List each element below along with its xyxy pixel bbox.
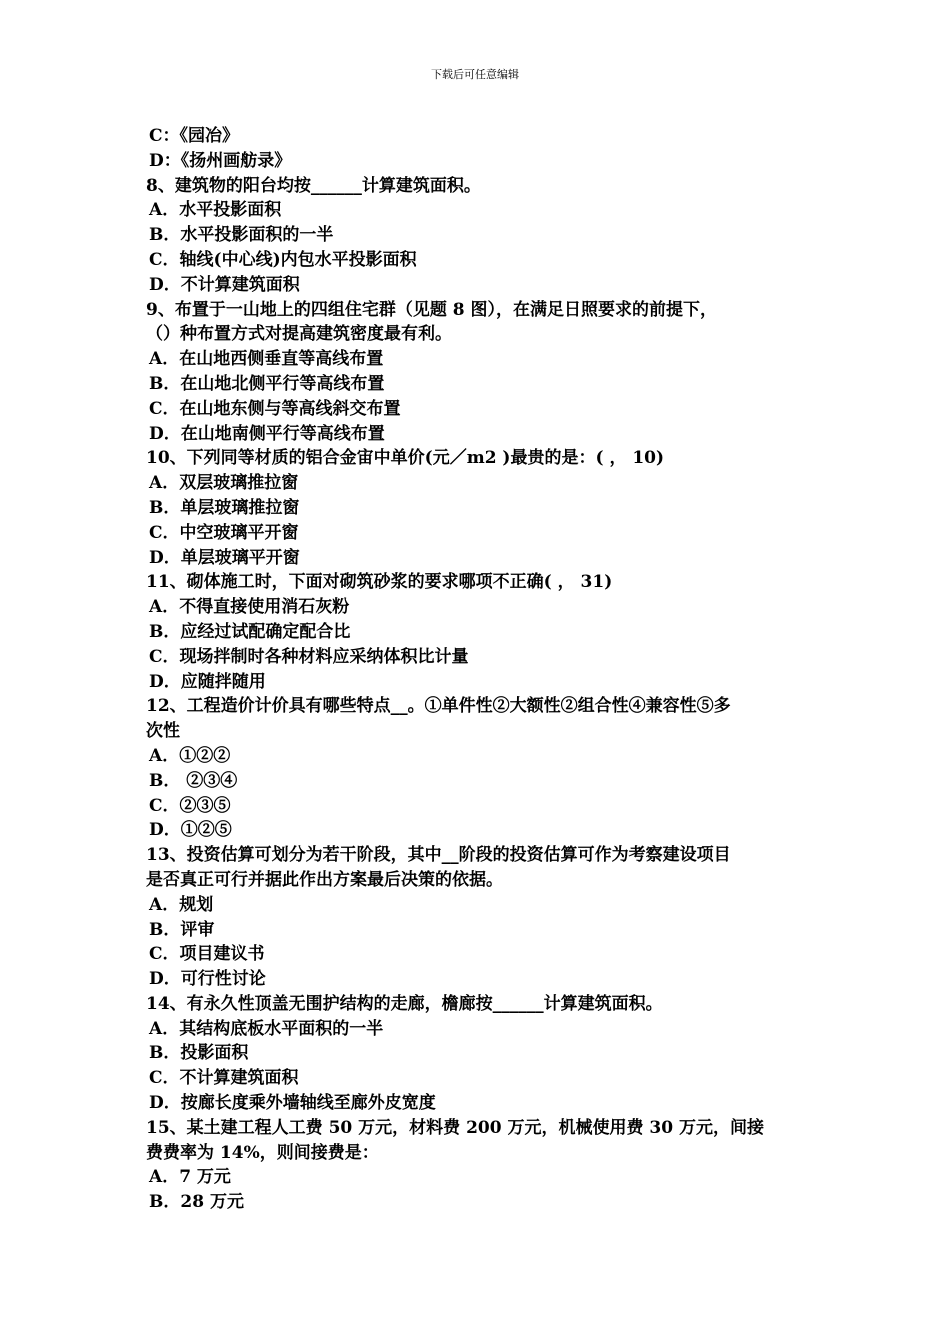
answer-option: D．单层玻璃平开窗 (149, 547, 300, 568)
answer-option: D．①②⑤ (149, 820, 232, 841)
answer-option: D．可行性讨论 (149, 969, 266, 990)
answer-option: C．轴线(中心线)内包水平投影面积 (149, 249, 417, 270)
answer-option: A．规划 (149, 894, 214, 915)
answer-option: B．在山地北侧平行等高线布置 (149, 373, 385, 394)
answer-option: D．应随拌随用 (149, 671, 266, 692)
answer-option: C．②③⑤ (149, 795, 231, 816)
answer-option: A．在山地西侧垂直等高线布置 (149, 349, 384, 370)
answer-option: D．在山地南侧平行等高线布置 (149, 423, 385, 444)
question-text: 费费率为 14%，则间接费是： (146, 1142, 379, 1163)
answer-option: A．双层玻璃推拉窗 (149, 473, 299, 494)
answer-option: C．在山地东侧与等高线斜交布置 (149, 398, 401, 419)
question-text: 次性 (146, 721, 180, 742)
document-body (146, 124, 810, 1215)
answer-option: B．水平投影面积的一半 (149, 225, 334, 246)
answer-option: B．单层玻璃推拉窗 (149, 497, 300, 518)
answer-option: A．其结构底板水平面积的一半 (149, 1018, 384, 1039)
answer-option: C．项目建议书 (149, 944, 265, 965)
question-text: 是否真正可行并据此作出方案最后决策的依据。 (146, 869, 503, 890)
answer-option: C．现场拌制时各种材料应采纳体积比计量 (149, 646, 469, 667)
answer-option: A．不得直接使用消石灰粉 (149, 597, 350, 618)
answer-option: D．按廊长度乘外墙轴线至廊外皮宽度 (149, 1093, 436, 1114)
answer-option: B．应经过试配确定配合比 (149, 621, 351, 642)
answer-option: C．中空玻璃平开窗 (149, 522, 299, 543)
answer-option: A．①②② (149, 745, 231, 766)
question-text: 12、工程造价计价具有哪些特点__。①单件性②大额性②组合性④兼容性⑤多 (146, 696, 731, 717)
question-text: 8、建筑物的阳台均按______计算建筑面积。 (146, 175, 481, 196)
question-text: 10、下列同等材质的铝合金宙中单价(元／m2 )最贵的是：( ， 10) (146, 448, 665, 469)
question-text: 15、某土建工程人工费 50 万元，材料费 200 万元，机械使用费 30 万元，间接 (146, 1117, 764, 1138)
answer-option: B． ②③④ (149, 770, 238, 791)
question-text: 11、砌体施工时，下面对砌筑砂浆的要求哪项不正确( ， 31) (146, 572, 613, 593)
answer-option: B．28 万元 (149, 1192, 244, 1213)
answer-option: B．评审 (149, 919, 215, 940)
answer-option: A．7 万元 (149, 1167, 231, 1188)
answer-option: D．不计算建筑面积 (149, 274, 300, 295)
question-text: 14、有永久性顶盖无围护结构的走廊，檐廊按______计算建筑面积。 (146, 993, 663, 1014)
answer-option: D：《扬州画舫录》 (149, 150, 292, 171)
answer-option: C：《园冶》 (149, 126, 240, 146)
page-header: 下载后可任意编辑 (431, 68, 519, 81)
question-text: （）种布置方式对提高建筑密度最有利。 (146, 324, 452, 345)
answer-option: B．投影面积 (149, 1043, 249, 1064)
question-text: 9、布置于一山地上的四组住宅群（见题 8 图），在满足日照要求的前提下， (146, 299, 717, 320)
question-text: 13、投资估算可划分为若干阶段，其中__阶段的投资估算可作为考察建设项目 (146, 845, 731, 866)
answer-option: C．不计算建筑面积 (149, 1068, 299, 1089)
answer-option: A．水平投影面积 (149, 200, 282, 221)
